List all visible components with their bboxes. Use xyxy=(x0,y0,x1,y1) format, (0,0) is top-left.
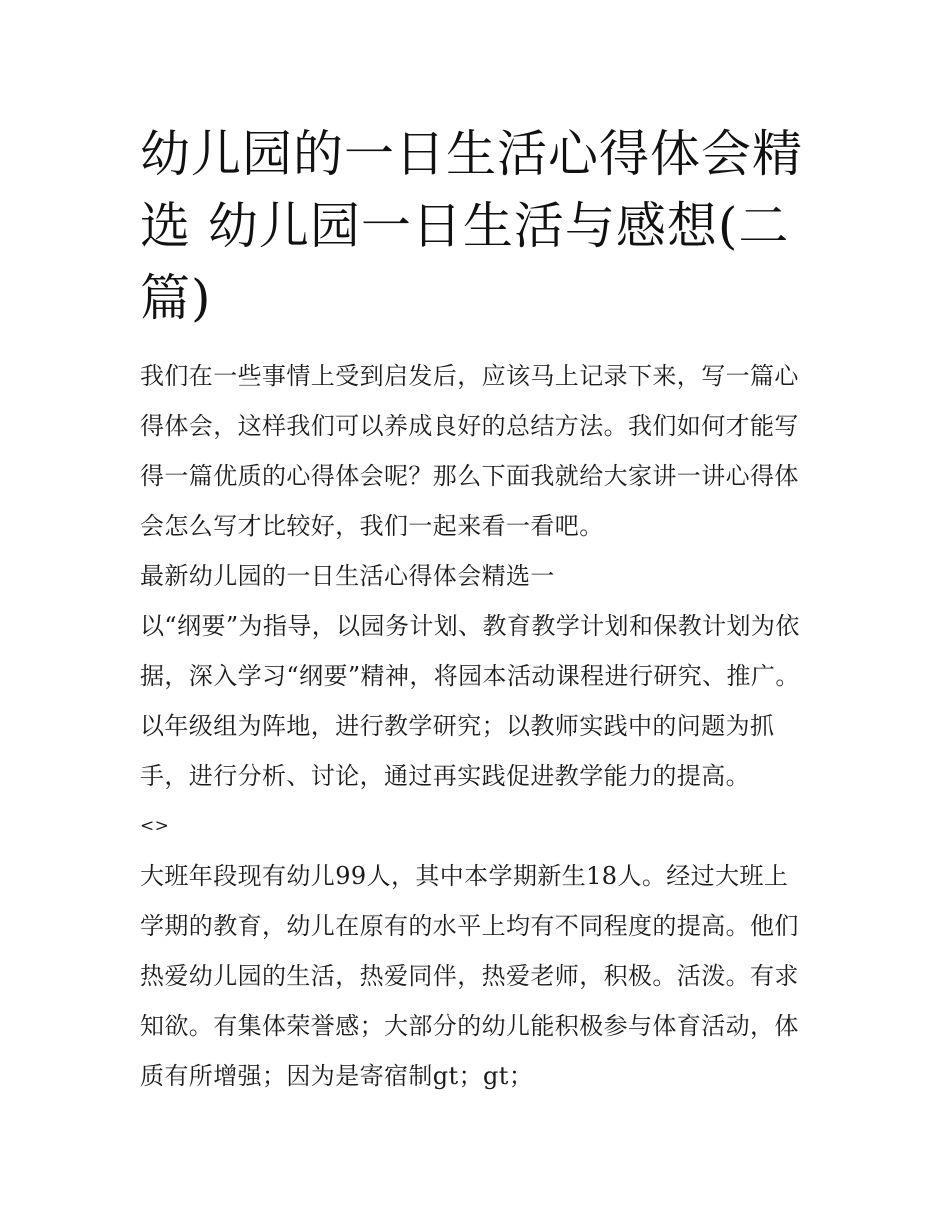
section-heading: 最新幼儿园的一日生活心得体会精选一 xyxy=(140,562,555,590)
placeholder-marker: <> xyxy=(140,816,170,836)
document-body xyxy=(140,351,812,1101)
guideline-paragraph: 以“纲要”为指导，以园务计划、教育教学计划和保教计划为依据，深入学习“纲要”精神，将园本活动课程进行研究、推广。以年级组为阵地，进行教学研究；以教师实践中的问题为抓手，进行分析、讨论，通过再实践促进教学能力的提高。 xyxy=(140,612,800,790)
class-situation-paragraph: 大班年段现有幼儿99人，其中本学期新生18人。经过大班上学期的教育，幼儿在原有的水平上均有不同程度的提高。他们热爱幼儿园的生活，热爱同伴，热爱老师，积极。活泼。有求知欲。有集体荣誉感；大部分的幼儿能积极参与体育活动，体质有所增强；因为是寄宿制gt；gt； xyxy=(140,862,799,1090)
document-title: 幼儿园的一日生活心得体会精选 幼儿园一日生活与感想(二篇) xyxy=(140,125,803,327)
document-page xyxy=(140,118,812,1101)
intro-paragraph: 我们在一些事情上受到启发后，应该马上记录下来，写一篇心得体会，这样我们可以养成良好的总结方法。我们如何才能写得一篇优质的心得体会呢？那么下面我就给大家讲一讲心得体会怎么写才比较好，我们一起来看一看吧。 xyxy=(140,362,799,540)
